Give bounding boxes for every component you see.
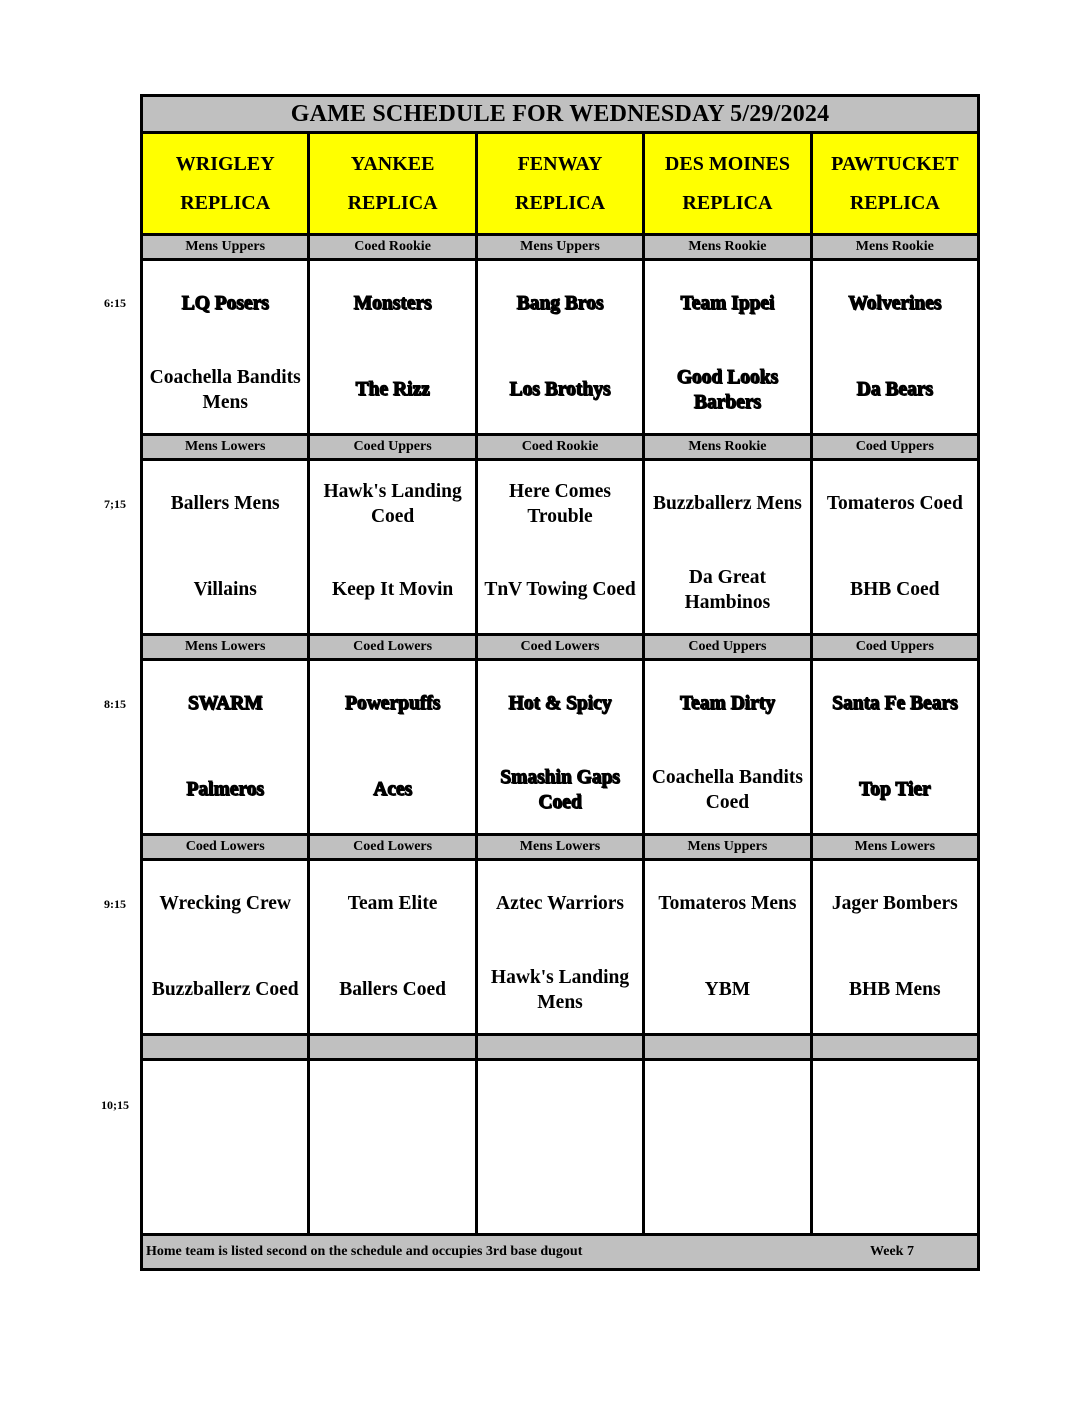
- schedule-table: [140, 94, 980, 1271]
- away-team: Tomateros Coed: [826, 493, 963, 515]
- game-cell: [478, 1061, 642, 1233]
- game-row: [143, 861, 977, 1036]
- away-team: [143, 1061, 307, 1147]
- field-sub: REPLICA: [347, 192, 438, 215]
- game-row: [143, 461, 977, 636]
- home-team: Coachella Bandits Coed: [651, 766, 803, 813]
- division-row: [143, 636, 977, 661]
- away-team: [645, 1061, 809, 1147]
- home-team: YBM: [704, 979, 751, 1001]
- away-team: Team Dirty: [679, 693, 775, 715]
- game-cell: [310, 661, 474, 833]
- away-team: Monsters: [353, 293, 432, 315]
- away-team: Tomateros Mens: [658, 893, 797, 915]
- field-header-row: [143, 134, 977, 236]
- division-label: Mens Uppers: [645, 836, 809, 858]
- game-cell: [645, 661, 809, 833]
- home-team: Keep It Movin: [331, 579, 454, 601]
- away-team: LQ Posers: [181, 293, 269, 315]
- game-cell: [645, 261, 809, 433]
- home-team: [645, 1147, 809, 1233]
- game-cell: [478, 861, 642, 1033]
- game-cell: [478, 661, 642, 833]
- home-team: [143, 1147, 307, 1233]
- week-label: Week 7: [870, 1244, 914, 1259]
- field-name: YANKEE: [350, 152, 435, 175]
- away-team: Ballers Mens: [170, 493, 280, 515]
- home-team: Coachella Bandits Mens: [149, 366, 301, 413]
- game-cell: [813, 861, 977, 1033]
- away-team: Team Ippei: [680, 293, 775, 315]
- division-label: Coed Rookie: [310, 236, 474, 258]
- division-row: [143, 436, 977, 461]
- home-team: Villains: [193, 579, 257, 601]
- game-cell: [310, 261, 474, 433]
- home-team: Palmeros: [186, 779, 265, 801]
- field-name: FENWAY: [517, 152, 603, 175]
- home-team: BHB Coed: [850, 579, 940, 601]
- division-label: Coed Lowers: [143, 836, 307, 858]
- game-cell: [310, 461, 474, 633]
- division-label: Coed Uppers: [310, 436, 474, 458]
- away-team: Wolverines: [848, 293, 942, 315]
- home-team: Da Bears: [856, 379, 934, 401]
- away-team: Wrecking Crew: [159, 893, 292, 915]
- home-team: Da Great Hambinos: [684, 566, 771, 613]
- away-team: Bang Bros: [516, 293, 604, 315]
- game-cell: [813, 1061, 977, 1233]
- game-cell: [478, 461, 642, 633]
- away-team: Here Comes Trouble: [509, 480, 611, 527]
- field-header: [143, 134, 307, 233]
- game-cell: [813, 461, 977, 633]
- home-team: The Rizz: [355, 379, 430, 401]
- time-label: 6:15: [104, 296, 126, 310]
- home-team: BHB Mens: [849, 979, 941, 1001]
- home-team: Aces: [373, 779, 413, 801]
- game-cell: [143, 861, 307, 1033]
- footer-note: Home team is listed second on the schedule and occupies 3rd base dugout: [146, 1244, 583, 1259]
- game-cell: [310, 861, 474, 1033]
- game-cell: [143, 661, 307, 833]
- away-team: [478, 1061, 642, 1147]
- division-row: [143, 1036, 977, 1061]
- division-label: [143, 1036, 307, 1058]
- division-label: Coed Uppers: [813, 636, 977, 658]
- division-label: Mens Rookie: [813, 236, 977, 258]
- field-sub: REPLICA: [682, 192, 773, 215]
- division-label: [645, 1036, 809, 1058]
- division-label: Mens Rookie: [645, 236, 809, 258]
- home-team: Buzzballerz Coed: [151, 979, 299, 1001]
- field-header: [645, 134, 809, 233]
- game-cell: [143, 261, 307, 433]
- away-team: Buzzballerz Mens: [652, 493, 802, 515]
- away-team: Hot & Spicy: [508, 693, 612, 715]
- time-label: 9:15: [104, 897, 126, 911]
- field-sub: REPLICA: [180, 192, 271, 215]
- division-row: [143, 836, 977, 861]
- home-team: [813, 1147, 977, 1233]
- division-label: Mens Uppers: [143, 236, 307, 258]
- footer: [143, 1236, 977, 1268]
- game-cell: [478, 261, 642, 433]
- time-label: 10;15: [101, 1098, 129, 1112]
- home-team: [310, 1147, 474, 1233]
- home-team: Good Looks Barbers: [676, 366, 779, 413]
- time-label: 8:15: [104, 697, 126, 711]
- field-name: DES MOINES: [664, 152, 790, 175]
- division-label: Coed Uppers: [645, 636, 809, 658]
- away-team: Jager Bombers: [831, 893, 958, 915]
- game-cell: [645, 861, 809, 1033]
- division-label: Coed Lowers: [478, 636, 642, 658]
- division-label: [310, 1036, 474, 1058]
- field-sub: REPLICA: [515, 192, 606, 215]
- division-label: Coed Lowers: [310, 636, 474, 658]
- division-label: Mens Lowers: [813, 836, 977, 858]
- division-row: [143, 236, 977, 261]
- division-label: Mens Lowers: [478, 836, 642, 858]
- game-row: [143, 661, 977, 836]
- home-team: Smashin Gaps Coed: [500, 766, 620, 813]
- away-team: SWARM: [187, 693, 263, 715]
- division-label: Mens Lowers: [143, 436, 307, 458]
- field-name: WRIGLEY: [175, 152, 275, 175]
- game-cell: [143, 1061, 307, 1233]
- field-header: [478, 134, 642, 233]
- schedule-title: GAME SCHEDULE FOR WEDNESDAY 5/29/2024: [143, 97, 977, 134]
- time-label: 7;15: [104, 497, 126, 511]
- division-label: Mens Lowers: [143, 636, 307, 658]
- game-cell: [813, 661, 977, 833]
- away-team: Hawk's Landing Coed: [323, 480, 462, 527]
- home-team: Ballers Coed: [339, 979, 446, 1001]
- division-label: Mens Rookie: [645, 436, 809, 458]
- field-sub: REPLICA: [849, 192, 940, 215]
- away-team: Santa Fe Bears: [832, 693, 958, 715]
- home-team: Hawk's Landing Mens: [490, 966, 630, 1013]
- division-label: Coed Lowers: [310, 836, 474, 858]
- division-label: Coed Rookie: [478, 436, 642, 458]
- game-cell: [143, 461, 307, 633]
- field-name: PAWTUCKET: [831, 152, 959, 175]
- home-team: Top Tier: [858, 779, 931, 801]
- game-cell: [813, 261, 977, 433]
- field-header: [813, 134, 977, 233]
- home-team: Los Brothys: [509, 379, 611, 401]
- game-cell: [310, 1061, 474, 1233]
- away-team: [310, 1061, 474, 1147]
- division-label: Mens Uppers: [478, 236, 642, 258]
- division-label: Coed Uppers: [813, 436, 977, 458]
- division-label: [813, 1036, 977, 1058]
- field-header: [310, 134, 474, 233]
- game-row: [143, 261, 977, 436]
- away-team: Powerpuffs: [344, 693, 441, 715]
- division-label: [478, 1036, 642, 1058]
- home-team: TnV Towing Coed: [484, 579, 636, 601]
- home-team: [478, 1147, 642, 1233]
- game-cell: [645, 461, 809, 633]
- away-team: [813, 1061, 977, 1147]
- game-cell: [645, 1061, 809, 1233]
- away-team: Team Elite: [347, 893, 438, 915]
- game-row: [143, 1061, 977, 1236]
- away-team: Aztec Warriors: [496, 893, 624, 915]
